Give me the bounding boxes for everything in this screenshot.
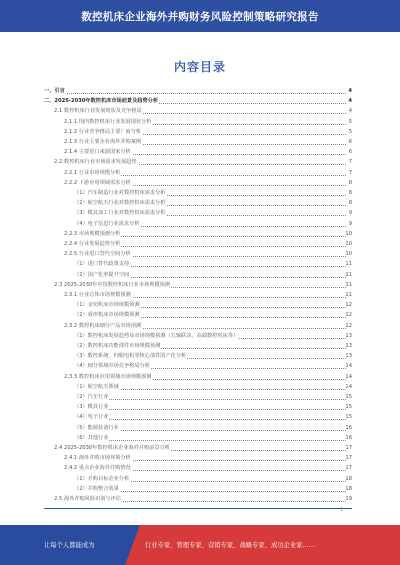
toc-entry-page: 11 — [345, 292, 352, 298]
toc-entry[interactable] — [44, 169, 352, 178]
toc-entry-page: 19 — [345, 496, 352, 502]
toc-entry-label: （1）金切机床市场规模预测 — [74, 302, 140, 309]
toc-entry-label: 2.1.2 行业竞争格局主要厂商分析 — [64, 128, 142, 135]
toc-entry-page: 16 — [345, 424, 352, 431]
toc-entry[interactable] — [44, 301, 352, 310]
toc-entry-label: （3）模具行业 — [74, 404, 109, 411]
toc-entry[interactable] — [44, 475, 352, 484]
toc-entry-label: （2）汽车行业 — [74, 394, 109, 400]
toc-entry-label: （5）能源装备行业 — [74, 424, 119, 431]
toc-dot-leader — [44, 93, 346, 94]
toc-entry-label: 2.2.2 下游应用领域需求分析 — [64, 179, 131, 186]
toc-entry[interactable] — [44, 352, 352, 361]
toc-entry-page: 15 — [345, 414, 352, 421]
toc-entry-page: 17 — [345, 465, 352, 472]
toc-entry-label: 2.1.3 行业主要企业海外并购案例 — [64, 139, 142, 145]
toc-entry-label: （2）数控机床功能部件市场规模预测 — [74, 343, 161, 349]
toc-entry-label: 2.3.2 数控机床细分产品市场预测 — [64, 322, 142, 329]
toc-entry-label: 一、引言 — [44, 88, 65, 94]
toc-entry-label: 2.1.4 主要进口来源国家分析 — [64, 149, 131, 156]
toc-entry-page: 12 — [345, 312, 352, 319]
toc-entry-label: （1）并购目标企业分析 — [74, 475, 130, 482]
toc-entry-page: 4 — [348, 98, 352, 105]
toc-entry[interactable] — [44, 260, 352, 269]
toc-entry-page: 12 — [345, 322, 352, 329]
toc-entry-label: 2.2 数控机床行业市场需求发展趋势 — [54, 159, 137, 166]
toc-entry[interactable] — [44, 128, 352, 137]
toc-entry-page: 10 — [345, 241, 352, 247]
toc-entry-page: 11 — [345, 281, 352, 288]
toc-entry-label: 2.1 数控机床行业发展现状及竞争格局 — [54, 108, 142, 115]
footer-slogan: 让每个人都能成为 — [44, 542, 95, 549]
toc-entry-page: 15 — [345, 394, 352, 400]
toc-entry-page: 8 — [348, 190, 352, 196]
toc-entry-page: 4 — [348, 88, 352, 94]
toc-entry[interactable] — [44, 383, 352, 392]
toc-entry[interactable] — [44, 138, 352, 147]
toc-entry[interactable] — [44, 209, 352, 218]
page-number: 1 — [340, 508, 343, 513]
toc-entry-label: 2.5 海外并购风险识别与评估 — [54, 496, 121, 502]
toc-entry[interactable] — [44, 342, 352, 351]
toc-entry-label: （2）国产化率提升空间 — [74, 271, 130, 278]
toc-entry-page: 14 — [345, 383, 352, 390]
toc-entry-label: （4）细分领域市场竞争格局分析 — [74, 363, 150, 370]
report-title: 数控机床企业海外并购财务风险控制策略研究报告 — [81, 11, 319, 23]
toc-entry[interactable] — [44, 189, 352, 198]
toc-entry[interactable] — [44, 332, 352, 341]
toc-entry[interactable] — [44, 403, 352, 412]
toc-entry-label: 2.2.4 行业发展趋势分析 — [64, 241, 121, 247]
toc-entry[interactable] — [44, 250, 352, 259]
toc-entry-page: 7 — [348, 169, 352, 176]
toc-entry-label: （1）数控机床发展趋势及市场规模预测（五轴联动、高端数控机床等） — [74, 332, 239, 339]
toc-entry[interactable] — [44, 464, 352, 473]
toc-entry[interactable] — [44, 485, 352, 494]
toc-entry[interactable] — [44, 220, 352, 229]
toc-entry-label: （4）电子行业 — [74, 414, 109, 421]
toc-entry-page: 12 — [345, 302, 352, 309]
table-of-contents — [44, 87, 352, 507]
toc-entry[interactable] — [44, 107, 352, 116]
toc-entry[interactable] — [44, 291, 352, 300]
toc-entry-page: 8 — [348, 200, 352, 207]
toc-entry[interactable] — [44, 281, 352, 290]
toc-entry-page: 5 — [348, 128, 352, 135]
toc-entry-label: （4）电子信息行业需求分析 — [74, 220, 140, 227]
toc-entry-label: （2）航空航天行业对数控机床需求分析 — [74, 200, 166, 207]
toc-entry-page: 9 — [348, 220, 352, 227]
toc-entry[interactable] — [44, 362, 352, 371]
toc-entry-page: 11 — [345, 261, 352, 268]
toc-entry[interactable] — [44, 158, 352, 167]
toc-entry-page: 18 — [345, 475, 352, 482]
toc-entry-label: （2）并购整合效果 — [74, 485, 119, 492]
toc-entry[interactable] — [44, 393, 352, 402]
toc-entry[interactable] — [44, 495, 352, 504]
toc-entry-page: 4 — [348, 108, 352, 115]
toc-entry[interactable] — [44, 413, 352, 422]
toc-entry-page: 17 — [345, 445, 352, 451]
toc-entry[interactable] — [44, 230, 352, 239]
toc-entry[interactable] — [44, 434, 352, 443]
toc-entry[interactable] — [44, 271, 352, 280]
toc-entry-page: 13 — [345, 343, 352, 349]
toc-entry-page: 5 — [348, 118, 352, 125]
toc-entry[interactable] — [44, 118, 352, 127]
toc-entry-label: 2.4 2025-2030年数控机床企业海外并购前景分析 — [54, 445, 170, 451]
toc-dot-leader — [74, 419, 346, 420]
toc-entry-label: 2.2.1 行业市场规模分析 — [64, 169, 121, 176]
toc-entry[interactable] — [44, 322, 352, 331]
toc-entry-page: 6 — [348, 149, 352, 156]
toc-dot-leader — [74, 440, 346, 441]
toc-entry-page: 13 — [345, 332, 352, 339]
toc-entry-label: 二、2025-2030年数控机床市场前景及趋势分析 — [44, 98, 159, 105]
toc-dot-leader — [74, 399, 346, 400]
toc-entry-page: 18 — [345, 485, 352, 492]
toc-entry[interactable] — [44, 240, 352, 249]
toc-entry-page: 9 — [348, 210, 352, 217]
toc-entry-label: 2.3.1 行业总体市场规模预测 — [64, 292, 131, 298]
toc-entry[interactable] — [44, 424, 352, 433]
toc-entry-label: 2.3.3 数控机床应用领域市场规模预测 — [64, 373, 152, 380]
toc-entry[interactable] — [44, 454, 352, 463]
toc-entry[interactable] — [44, 311, 352, 320]
toc-entry-label: （3）数控系统、伺服电机等核心部件国产化分析 — [74, 353, 187, 360]
toc-entry-page: 10 — [345, 230, 352, 237]
toc-entry-page: 8 — [348, 179, 352, 186]
toc-dot-leader — [74, 409, 346, 410]
toc-entry-label: （3）模具加工行业对数控机床需求分析 — [74, 210, 166, 217]
toc-entry[interactable] — [44, 148, 352, 157]
footer-banner — [0, 525, 400, 565]
toc-title: 内容目录 — [173, 60, 226, 74]
toc-entry[interactable] — [44, 373, 352, 382]
toc-entry-page: 6 — [348, 139, 352, 145]
toc-entry[interactable] — [44, 199, 352, 208]
toc-entry-label: 2.2.5 行业进口替代空间分析 — [64, 251, 131, 258]
toc-entry-label: 2.2.3 市场规模预测分析 — [64, 230, 121, 237]
toc-entry-page: 17 — [345, 455, 352, 462]
toc-entry-page: 14 — [345, 373, 352, 380]
footer-divider — [44, 508, 352, 509]
toc-entry-label: （1）进口替代政策支持 — [74, 261, 130, 268]
toc-entry-label: 2.3 2025-2030年中国数控机床行业市场规模预测 — [54, 281, 170, 288]
toc-entry[interactable] — [44, 97, 352, 106]
toc-entry-label: （1）航空航天领域 — [74, 383, 119, 390]
toc-entry-page: 7 — [348, 159, 352, 166]
toc-entry-label: （1）汽车制造行业对数控机床需求分析 — [74, 190, 166, 196]
footer-tagline: 行业专家、管理专家、营销专家、战略专家、成功企业家…… — [145, 542, 316, 549]
toc-entry-label: 2.1.1 国内数控机床行业发展现状分析 — [64, 118, 152, 125]
toc-entry[interactable] — [44, 179, 352, 188]
toc-entry[interactable] — [44, 87, 352, 96]
toc-entry-page: 14 — [345, 363, 352, 370]
toc-entry-page: 10 — [345, 251, 352, 258]
toc-entry-page: 13 — [345, 353, 352, 360]
toc-entry-page: 15 — [345, 404, 352, 411]
toc-entry-label: （2）成形机床市场规模预测 — [74, 312, 140, 319]
toc-entry-page: 16 — [345, 434, 352, 441]
report-header — [0, 0, 400, 32]
toc-entry-label: 2.4.2 重点企业海外并购情况 — [64, 465, 131, 472]
toc-entry[interactable] — [44, 444, 352, 453]
toc-entry-label: （6）其他行业 — [74, 434, 109, 441]
toc-entry-label: 2.4.1 海外并购市场环境分析 — [64, 455, 131, 462]
toc-entry-page: 11 — [345, 271, 352, 278]
